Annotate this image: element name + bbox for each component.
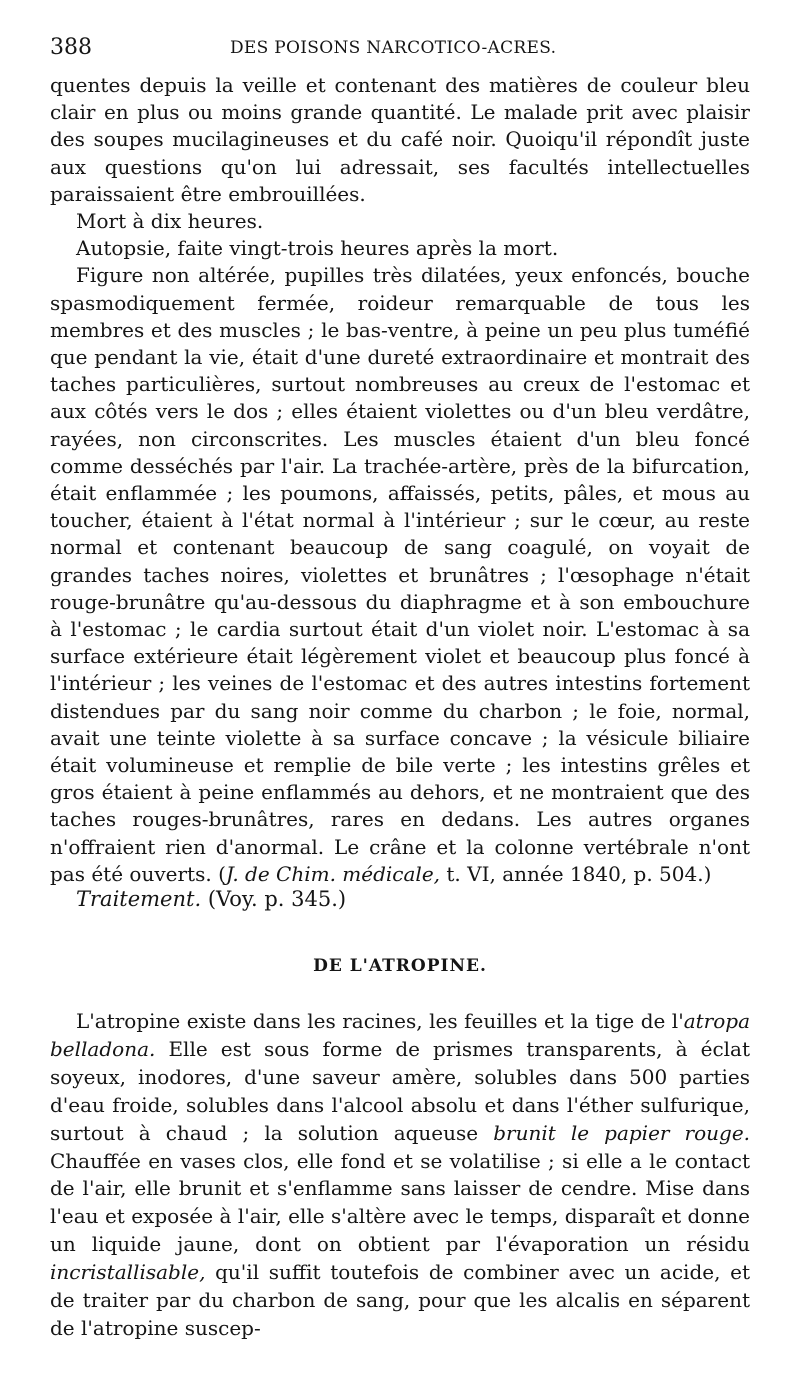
citation-close: ) [703, 861, 712, 886]
running-head: DES POISONS NARCOTICO-ACRES. [230, 38, 557, 58]
page-header [50, 34, 750, 62]
paragraph-death-time: Mort à dix heures. [76, 209, 264, 234]
traitement-line [76, 884, 346, 914]
atropine-text-2: Elle est sous forme de prismes transparents, à éclat soyeux, inodores, d'une saveur amère, solubles dans 500 parties d'eau froide, solubles dans l'alcool absolu et dans l'éther sulfurique, surtout à chaud ; la solution aqueuse [50, 1036, 750, 1145]
traitement-reference: (Voy. p. 345.) [207, 887, 347, 911]
paragraph-autopsy-findings [50, 262, 750, 888]
section-title: DE L'ATROPINE. [313, 956, 487, 976]
atropine-italic-2: brunit le papier rouge. [493, 1120, 751, 1145]
autopsy-findings-text: Figure non altérée, pupilles très dilatées, yeux enfoncés, bouche spasmodiquement fermée, roideur remarquable de tous les membres et des muscles ; le bas-ventre, à peine un peu plus tuméfié que pendant la vie, était d'une dureté extraordinaire et montrait des taches particulières, surtout nombreuses au creux de l'estomac et aux côtés vers le dos ; elles étaient violettes ou d'un bleu verdâtre, rayées, non circonscrites. Les muscles étaient d'un bleu foncé comme desséchés par l'air. La trachée-artère, près de la bifurcation, était enflammée ; les poumons, affaissés, petits, pâles, et mous au toucher, étaient à l'état normal à l'intérieur ; sur le cœur, au reste normal et contenant beaucoup de sang coagulé, on voyait de grandes taches noires, violettes et brunâtres ; l'œsophage n'était rouge-brunâtre qu'au-dessous du diaphragme et à son embouchure à l'estomac ; le cardia surtout était d'un violet noir. L'estomac à sa surface extérieure était légèrement violet et beaucoup plus foncé à l'intérieur ; les veines de l'estomac et des autres intestins fortement distendues par du sang noir comme du charbon ; le foie, normal, avait une teinte violette à sa surface concave ; la vésicule biliaire était volumineuse et remplie de bile verte ; les intestins grêles et gros étaient à peine enflammés au dehors, et ne montraient que des taches rouges-brunâtres, rares en dedans. Les autres organes n'offraient rien d'anormal. Le crâne et la colonne vertébrale n'ont pas été ouverts. [50, 263, 750, 886]
page-number: 388 [50, 35, 92, 60]
atropine-text-4: qu'il suffit toutefois de combiner avec un acide, et de traiter par du charbon de sang, pour que les alcalis en séparent de l'atropine suscep- [50, 1260, 750, 1340]
atropine-block [50, 1008, 750, 1343]
paragraph-atropine [50, 1008, 750, 1343]
atropine-italic-3: incristallisable, [50, 1260, 206, 1285]
atropine-text-1: L'atropine existe dans les racines, les feuilles et la tige de l' [76, 1009, 684, 1033]
traitement-label: Traitement. [76, 887, 202, 911]
citation-details: t. VI, année 1840, p. 504. [446, 861, 704, 886]
paragraph-autopsy-heading: Autopsie, faite vingt-trois heures après la mort. [76, 236, 559, 261]
citation-journal: J. de Chim. médicale, [225, 861, 441, 886]
paragraph-continuation: quentes depuis la veille et contenant des matières de couleur bleu clair en plus ou moins grande quantité. Le malade prit avec plaisir des soupes mucilagineuses et du café noir. Quoiqu'il répondît juste aux questions qu'on lui adressait, ses facultés intellectuelles paraissaient être embrouillées. [50, 73, 750, 206]
atropine-italic-1: atropa belladona. [50, 1009, 750, 1061]
atropine-text-3: Chauffée en vases clos, elle fond et se volatilise ; si elle a le contact de l'air, elle brunit et s'enflamme sans laisser de cendre. Mise dans l'eau et exposée à l'air, elle s'altère avec le temps, disparaît et donne un liquide jaune, dont on obtient par l'évaporation un résidu [50, 1148, 750, 1257]
case-report-block [50, 72, 750, 888]
citation-open: ( [218, 861, 226, 886]
